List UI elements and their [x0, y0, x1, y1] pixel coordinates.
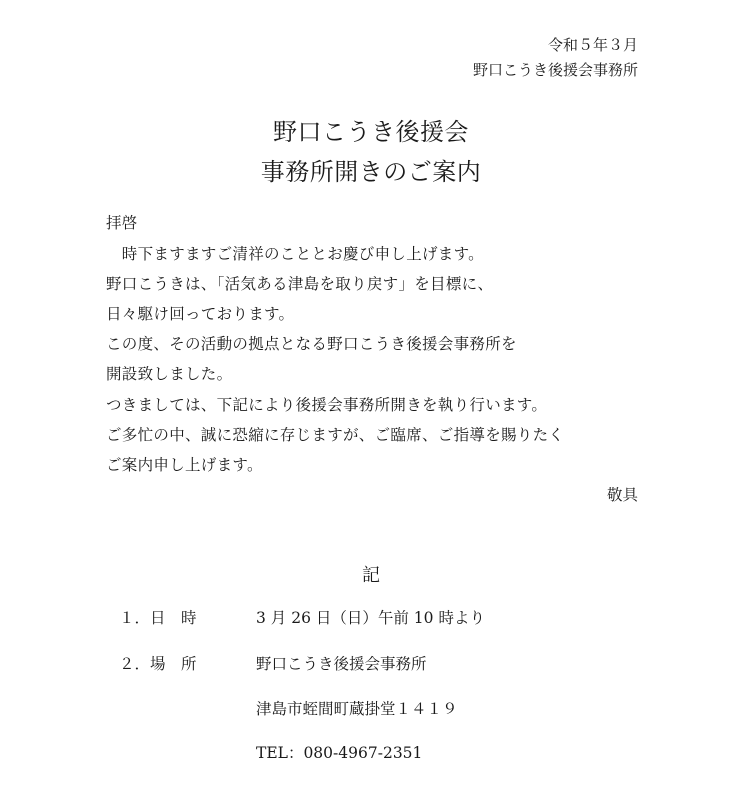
- document-title-line-1: 野口こうき後援会: [273, 118, 469, 146]
- item-label-datetime: １．日 時: [119, 609, 197, 627]
- item-label-place: ２．場 所: [119, 655, 197, 673]
- body-line: 開設致しました。: [106, 365, 233, 383]
- notice-heading-ki: 記: [362, 565, 380, 586]
- document-title-line-2: 事務所開きのご案内: [260, 158, 482, 186]
- address: 津島市蛭間町蔵掛堂１４１９: [256, 700, 458, 718]
- body-line: ご多忙の中、誠に恐縮に存じますが、ご臨席、ご指導を賜りたく: [106, 426, 565, 444]
- telephone-number: TEL：080-4967-2351: [256, 744, 423, 762]
- body-line: 野口こうきは、「活気ある津島を取り戻す」を目標に、: [106, 275, 494, 293]
- salutation: 拝啓: [106, 214, 138, 232]
- closing-keigu: 敬具: [606, 486, 638, 504]
- item-value-datetime: 3 月 26 日（日）午前 10 時より: [256, 609, 485, 627]
- body-line: 日々駆け回っております。: [106, 305, 295, 323]
- body-line: つきましては、下記により後援会事務所開きを執り行います。: [106, 396, 548, 414]
- item-value-place: 野口こうき後援会事務所: [256, 655, 427, 673]
- body-line: この度、その活動の拠点となる野口こうき後援会事務所を: [106, 335, 517, 353]
- sender-organization: 野口こうき後援会事務所: [472, 61, 638, 79]
- document-date: 令和５年３月: [547, 36, 638, 54]
- body-line: ご案内申し上げます。: [106, 456, 263, 474]
- body-line: 時下ますますご清祥のこととお慶び申し上げます。: [106, 245, 484, 263]
